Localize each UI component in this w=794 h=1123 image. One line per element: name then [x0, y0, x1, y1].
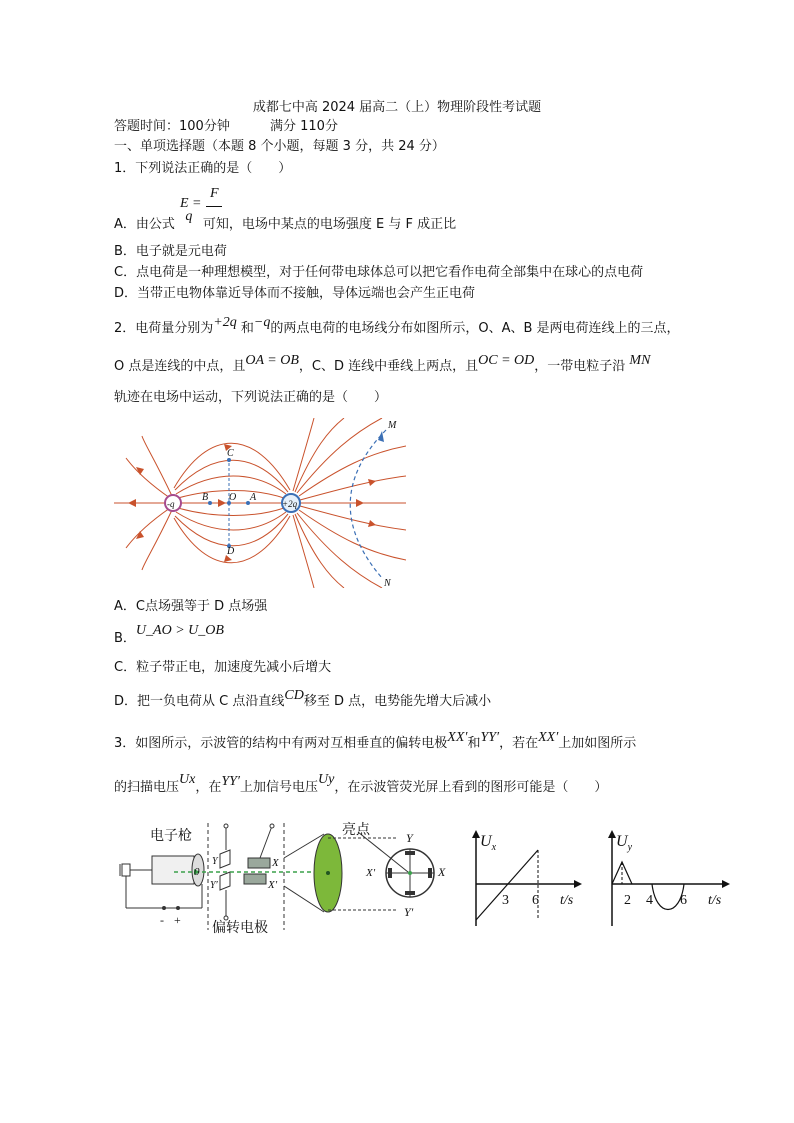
- formula-denominator: q: [185, 209, 193, 224]
- label-D: D: [227, 546, 235, 557]
- label-screen-X: X: [438, 865, 446, 879]
- uy-tick-6: 6: [680, 893, 687, 908]
- q3-line1: 3．如图所示，示波管的结构中有两对互相垂直的偏转电极XX′和YY′，若在XX′上加如图所示: [114, 730, 637, 751]
- label-neg-charge: -q: [167, 499, 175, 509]
- ux-tick-6: 6: [532, 893, 539, 908]
- q2-option-a: A．C点场强等于 D 点场强: [114, 599, 268, 614]
- uy-t-label: t/s: [708, 893, 722, 908]
- ux-tick-3: 3: [502, 893, 509, 908]
- label-plate-Y: Y: [212, 856, 218, 867]
- q1-option-c: C．点电荷是一种理想模型，对于任何带电球体总可以把它看作电荷全部集中在球心的点电荷: [114, 265, 644, 280]
- label-N: N: [384, 578, 391, 588]
- label-plate-Yp: Y′: [210, 880, 218, 891]
- label-B: B: [202, 492, 209, 503]
- fraction-bar: [206, 206, 222, 207]
- uy-axis-label: $U_y$: [616, 833, 633, 853]
- label-plate-Xp: X′: [268, 879, 278, 891]
- label-screen-Xp: X′: [366, 867, 376, 879]
- label-plate-X: X: [272, 857, 279, 869]
- label-M: M: [388, 420, 397, 431]
- q1-option-d: D．当带正电物体靠近导体而不接触，导体远端也会产生正电荷: [114, 286, 476, 301]
- q2-line1: 2．电荷量分别为+2q 和−q的两点电荷的电场线分布如图所示，O、A、B 是两电荷连线上的三点，: [114, 315, 680, 336]
- q2-line2: O 点是连线的中点，且OA = OB，C、D 连线中垂线上两点，且OC = OD，一带电粒子沿 MN: [114, 353, 651, 374]
- field-lines-figure: [114, 418, 406, 588]
- uy-graph: [604, 828, 734, 928]
- label-screen-Yp: Y′: [404, 905, 414, 919]
- formula-numerator: F: [210, 186, 219, 201]
- label-spot: 亮点: [342, 823, 370, 838]
- label-gun: 电子枪: [150, 829, 192, 844]
- exam-title: 成都七中高 2024 届高二（上）物理阶段性考试题: [252, 100, 542, 115]
- formula-lhs: E =: [180, 196, 202, 211]
- q3-line2: 的扫描电压Ux，在YY′上加信号电压Uy，在示波管荧光屏上看到的图形可能是（ ）: [114, 772, 608, 795]
- label-C: C: [227, 448, 234, 459]
- q2-option-c: C．粒子带正电，加速度先减小后增大: [114, 660, 332, 675]
- label-pos-charge: +2q: [282, 499, 298, 509]
- q2-option-d: D．把一负电荷从 C 点沿直线CD移至 D 点，电势能先增大后减小: [114, 688, 492, 709]
- label-A: A: [250, 492, 257, 503]
- label-gun-O: 0: [194, 866, 200, 878]
- section-heading: 一、单项选择题（本题 8 个小题，每题 3 分，共 24 分）: [114, 139, 445, 154]
- label-screen-Y: Y: [406, 831, 413, 845]
- label-minus: -: [160, 913, 164, 927]
- q2-option-b: B．U_AO > U_OB: [114, 623, 224, 646]
- ux-t-label: t/s: [560, 893, 574, 908]
- ux-axis-label: $U_x$: [480, 833, 497, 853]
- q1-option-a: A．由公式q可知，电场中某点的电场强度 E 与 F 成正比: [114, 209, 457, 232]
- label-deflect: 偏转电极: [212, 921, 268, 936]
- q2-line3: 轨迹在电场中运动，下列说法正确的是（ ）: [114, 390, 388, 405]
- ux-graph: [468, 828, 584, 928]
- q1-stem: 1．下列说法正确的是（ ）: [114, 161, 292, 176]
- label-plus: +: [174, 913, 181, 927]
- uy-tick-4: 4: [646, 893, 653, 908]
- label-O: O: [229, 492, 237, 503]
- exam-score: 满分 110分: [270, 119, 338, 134]
- oscilloscope-figure: [114, 818, 454, 938]
- uy-tick-2: 2: [624, 893, 631, 908]
- q1-option-b: B．电子就是元电荷: [114, 244, 227, 259]
- exam-time: 答题时间：100分钟: [114, 119, 230, 134]
